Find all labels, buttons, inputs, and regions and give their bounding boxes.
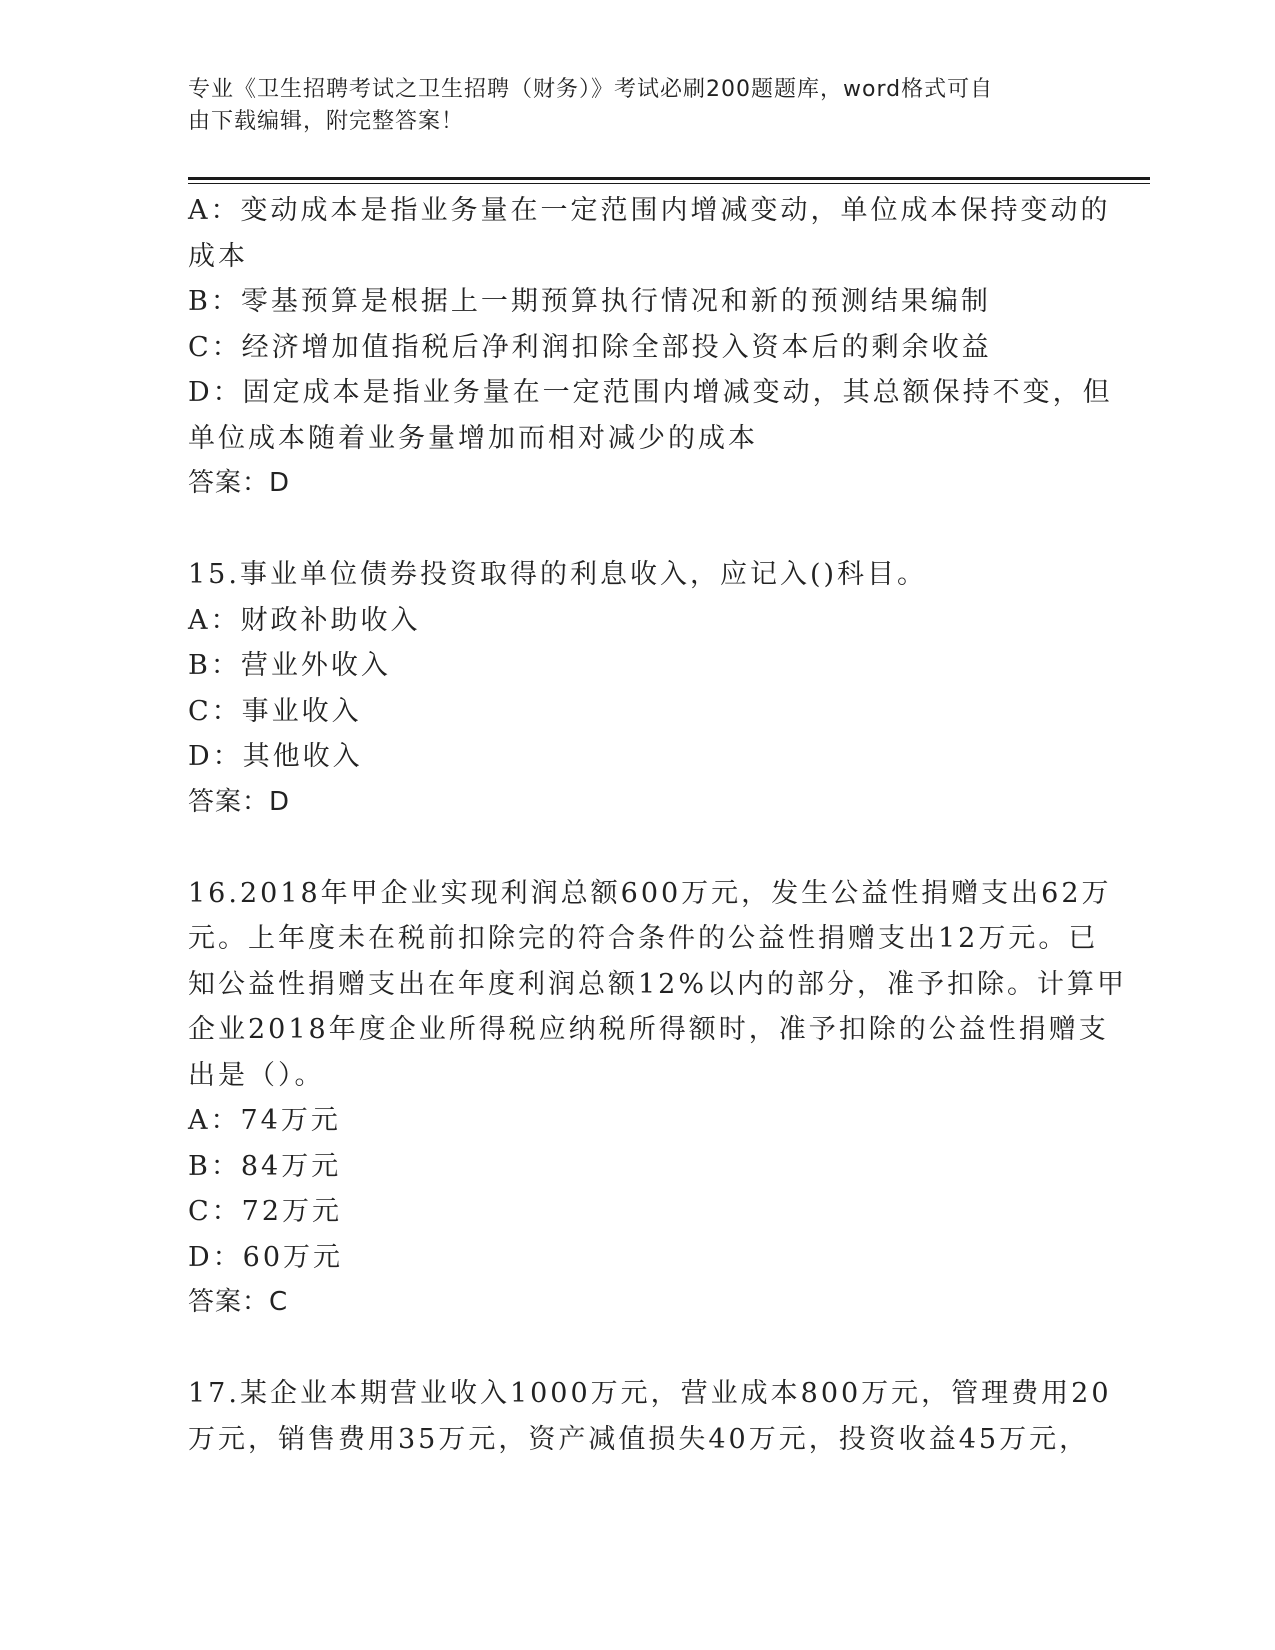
spacer (188, 825, 1068, 871)
question-15-block (188, 552, 1068, 825)
q16-question-line-2: 元。上年度未在税前扣除完的符合条件的公益性捐赠支出12万元。已 (188, 923, 1099, 954)
header-rule-thin (188, 183, 1150, 184)
q14-option-a-line-1: A：变动成本是指业务量在一定范围内增减变动，单位成本保持变动的 (188, 195, 1111, 226)
q14-option-a-line-2: 成本 (188, 240, 248, 272)
q14-option-d-line-1: D：固定成本是指业务量在一定范围内增减变动，其总额保持不变，但 (188, 377, 1113, 408)
q14-option-c: C：经济增加值指税后净利润扣除全部投入资本后的剩余收益 (188, 331, 992, 363)
spacer (188, 1326, 1068, 1372)
q14-option-d-line-2: 单位成本随着业务量增加而相对减少的成本 (188, 422, 758, 454)
q17-question-line-2: 万元，销售费用35万元，资产减值损失40万元，投资收益45万元， (188, 1423, 1090, 1455)
q16-option-a: A：74万元 (188, 1105, 341, 1136)
header-rule-thick (188, 177, 1150, 180)
document-header (188, 74, 1068, 138)
q16-option-c: C：72万元 (188, 1196, 343, 1227)
q15-question: 15.事业单位债券投资取得的利息收入，应记入()科目。 (188, 559, 928, 590)
q15-option-a: A：财政补助收入 (188, 604, 421, 636)
q15-option-c: C：事业收入 (188, 695, 362, 727)
question-14-block (188, 188, 1113, 507)
q16-option-b: B：84万元 (188, 1150, 342, 1182)
q17-question-line-1: 17.某企业本期营业收入1000万元，营业成本800万元，管理费用20 (188, 1378, 1112, 1409)
q15-option-b: B：营业外收入 (188, 650, 391, 681)
q16-option-d: D：60万元 (188, 1241, 344, 1273)
q14-option-b: B：零基预算是根据上一期预算执行情况和新的预测结果编制 (188, 286, 991, 317)
spacer (188, 507, 1068, 553)
q16-answer: 答案：C (188, 1287, 289, 1317)
q16-question-line-3: 知公益性捐赠支出在年度利润总额12%以内的部分，准予扣除。计算甲 (188, 968, 1128, 1000)
header-title-line-1: 专业《卫生招聘考试之卫生招聘（财务）》考试必刷200题题库，word格式可自 (188, 77, 994, 102)
q16-question-line-4: 企业2018年度企业所得税应纳税所得额时，准予扣除的公益性捐赠支 (188, 1014, 1109, 1045)
q15-option-d: D：其他收入 (188, 741, 363, 772)
q16-question-line-5: 出是（）。 (188, 1059, 325, 1091)
question-content (188, 188, 1128, 1462)
q15-answer: 答案：D (188, 786, 291, 817)
question-16-block (188, 871, 1128, 1326)
header-title-line-2: 由下载编辑，附完整答案！ (188, 109, 465, 134)
q16-question-line-1: 16.2018年甲企业实现利润总额600万元，发生公益性捐赠支出62万 (188, 877, 1112, 909)
question-17-block (188, 1371, 1112, 1462)
q14-answer: 答案：D (188, 468, 291, 498)
